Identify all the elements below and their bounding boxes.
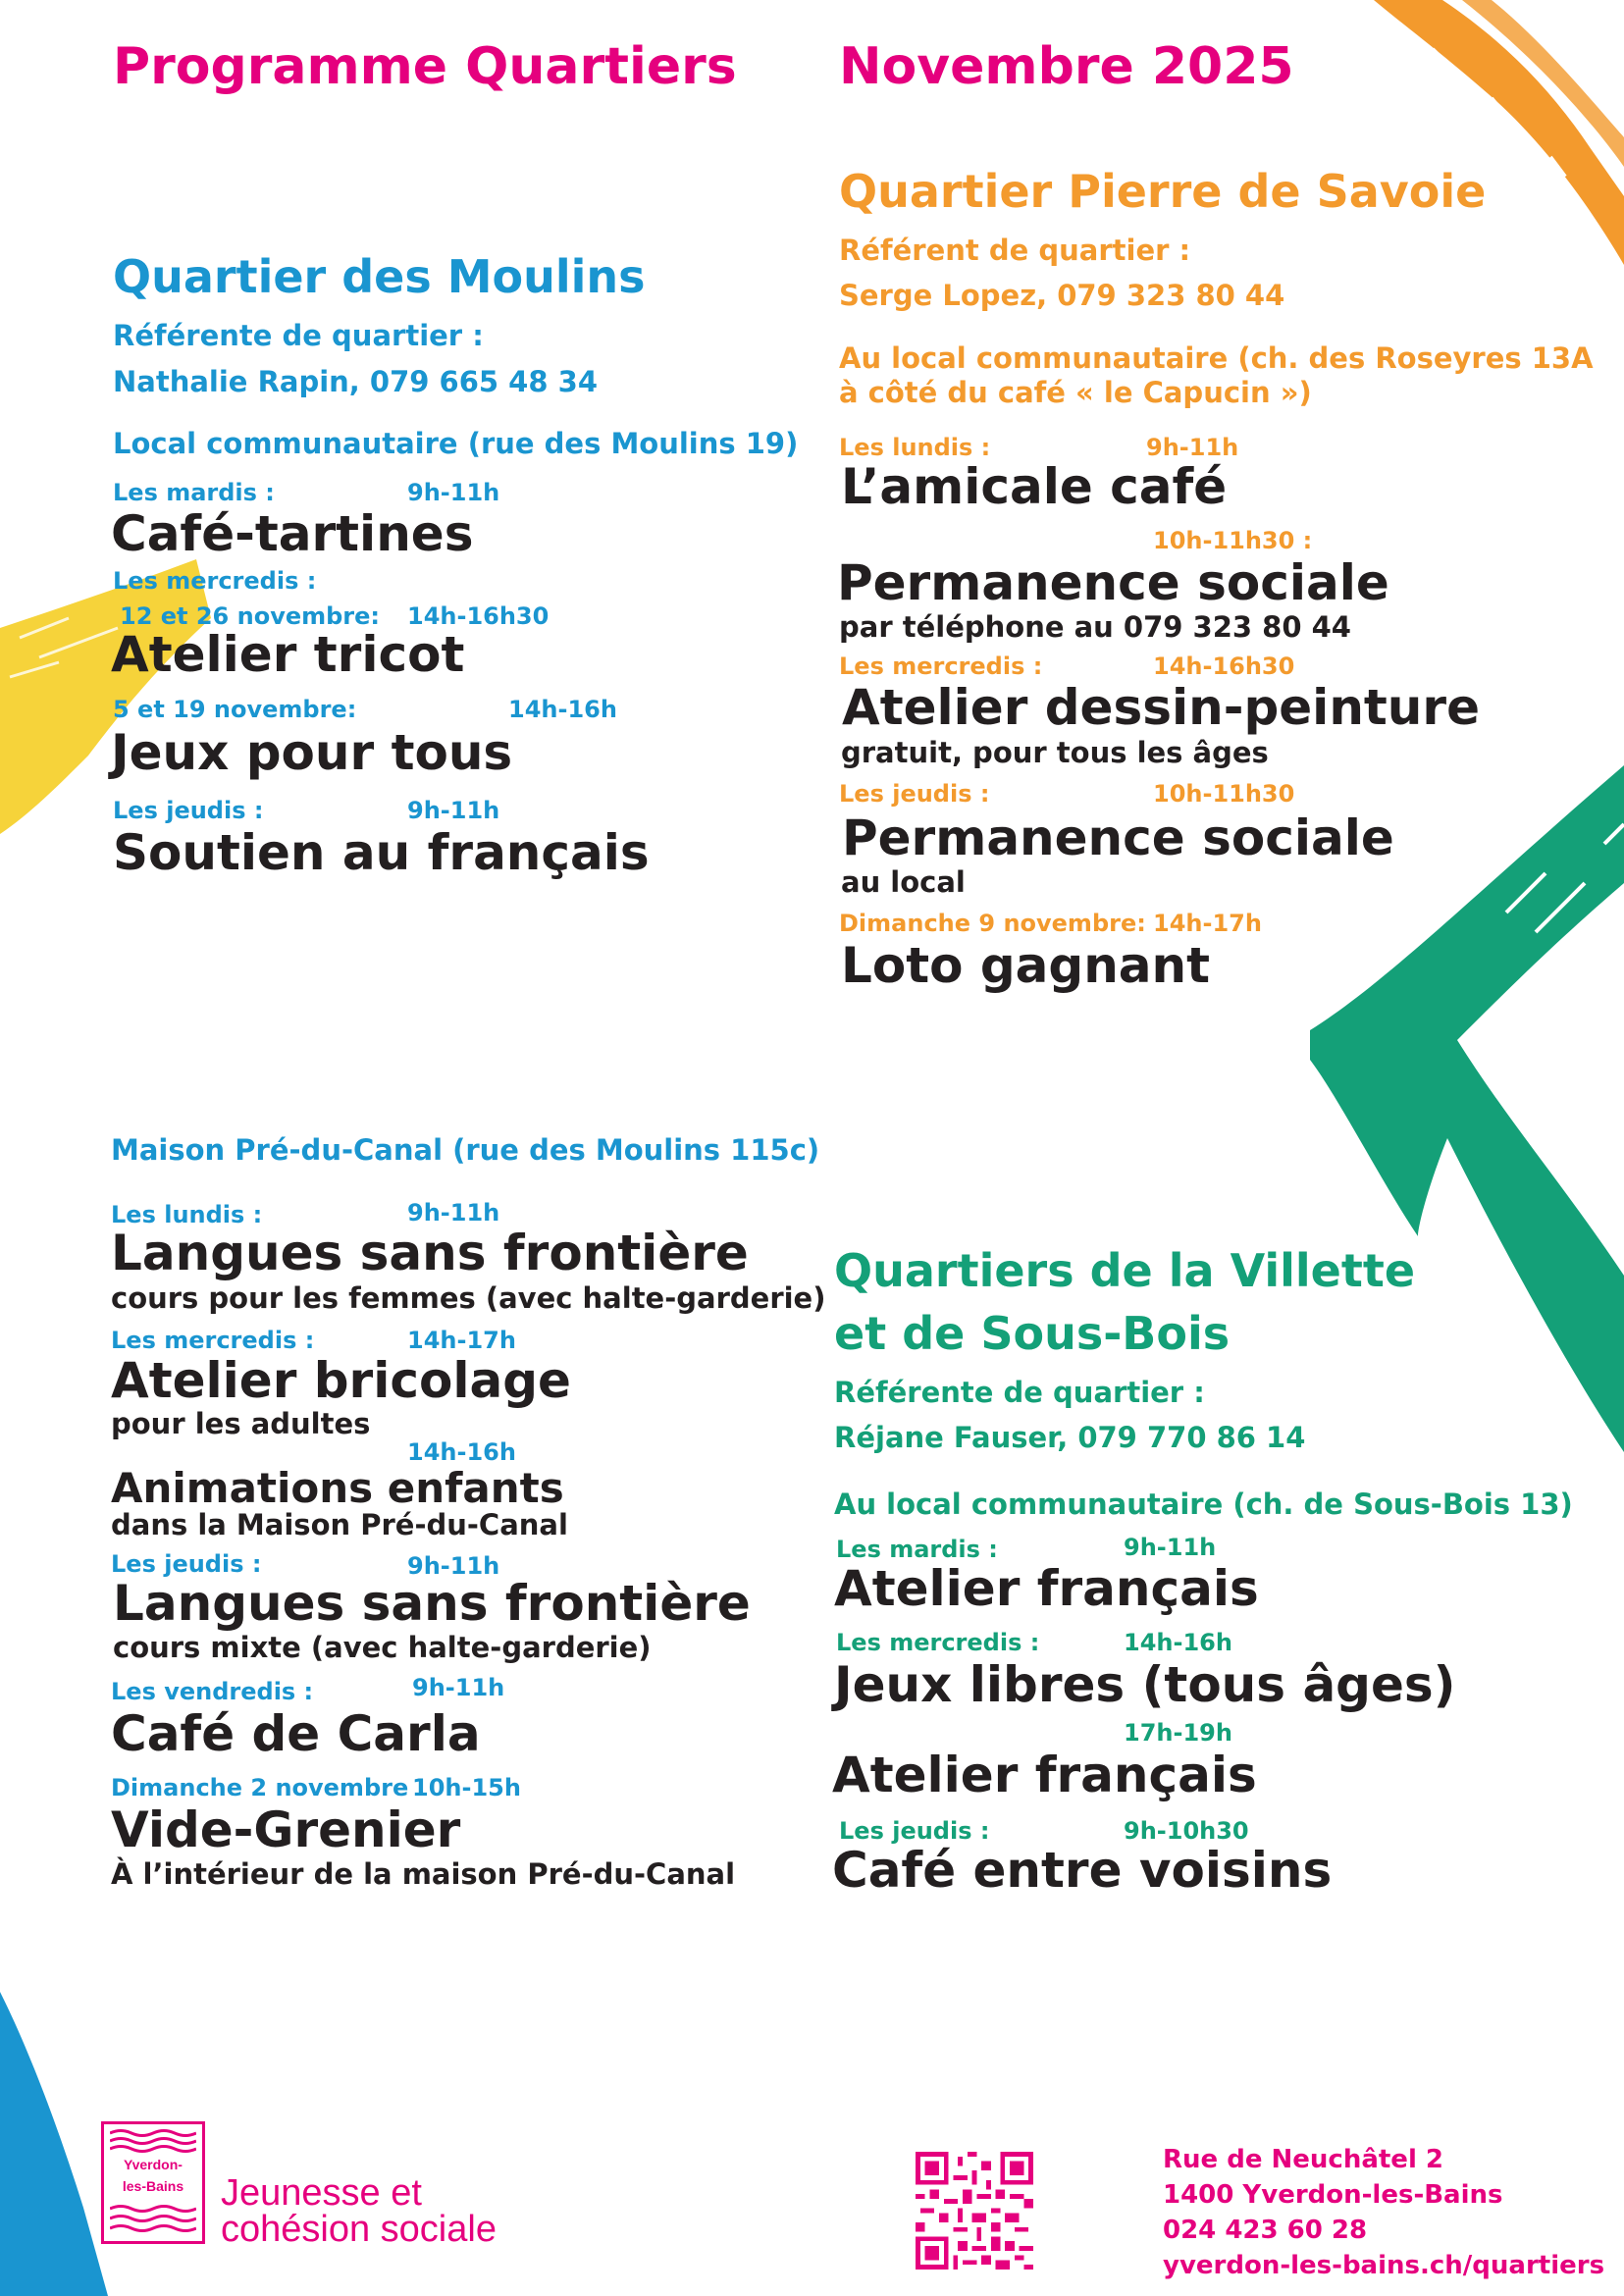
moulins-referent-label: Référente de quartier : — [113, 319, 484, 352]
green-brush-decoration — [1310, 765, 1624, 1511]
villette-time: 17h-19h — [1124, 1719, 1232, 1747]
moulins-time: 9h-11h — [407, 797, 500, 824]
moulins-referent: Nathalie Rapin, 079 665 48 34 — [113, 365, 598, 398]
villette-title-line2: et de Sous-Bois — [834, 1307, 1231, 1360]
savoie-day: Les lundis : — [839, 434, 991, 461]
villette-title-line1: Quartiers de la Villette — [834, 1244, 1416, 1297]
canal-day: Les jeudis : — [111, 1550, 262, 1578]
villette-day: Les jeudis : — [839, 1817, 990, 1845]
villette-time: 9h-11h — [1124, 1534, 1217, 1561]
savoie-activity: Loto gagnant — [841, 937, 1211, 994]
moulins-time: 9h-11h — [407, 479, 500, 506]
savoie-day: Les mercredis : — [839, 652, 1043, 680]
villette-activity: Atelier français — [832, 1747, 1257, 1803]
yverdon-logo — [101, 2121, 205, 2244]
savoie-day: Dimanche 9 novembre: — [839, 910, 1146, 937]
month-title: Novembre 2025 — [839, 37, 1294, 96]
canal-time: 10h-15h — [412, 1774, 521, 1801]
villette-activity: Jeux libres (tous âges) — [834, 1656, 1456, 1713]
savoie-time: 14h-16h30 — [1153, 652, 1295, 680]
savoie-subtitle: par téléphone au 079 323 80 44 — [839, 610, 1351, 644]
villette-referent: Réjane Fauser, 079 770 86 14 — [834, 1421, 1306, 1454]
moulins-day: Les jeudis : — [113, 797, 264, 824]
villette-time: 9h-10h30 — [1124, 1817, 1249, 1845]
savoie-day: Les jeudis : — [839, 780, 990, 808]
logo-line1: Yverdon- — [124, 2157, 183, 2172]
canal-activity: Vide-Grenier — [111, 1801, 461, 1858]
moulins-day: Les mardis : — [113, 479, 275, 506]
address-line1: Rue de Neuchâtel 2 — [1163, 2145, 1443, 2174]
canal-time: 9h-11h — [412, 1674, 505, 1701]
savoie-title: Quartier Pierre de Savoie — [839, 165, 1487, 218]
phone: 024 423 60 28 — [1163, 2216, 1368, 2245]
canal-activity: Animations enfants — [111, 1464, 564, 1512]
savoie-location-line2: à côté du café « le Capucin ») — [839, 376, 1312, 409]
canal-subtitle: À l’intérieur de la maison Pré-du-Canal — [111, 1857, 736, 1891]
canal-subtitle: cours pour les femmes (avec halte-garderie) — [111, 1281, 826, 1315]
canal-activity: Langues sans frontière — [111, 1225, 749, 1281]
moulins-time: 14h-16h30 — [407, 602, 550, 630]
savoie-time: 9h-11h — [1146, 434, 1239, 461]
savoie-referent-label: Référent de quartier : — [839, 234, 1191, 267]
moulins-time: 14h-16h — [508, 696, 617, 723]
canal-activity: Langues sans frontière — [113, 1575, 751, 1632]
canal-subtitle: dans la Maison Pré-du-Canal — [111, 1508, 568, 1541]
savoie-location-line1: Au local communautaire (ch. des Roseyres 13A — [839, 341, 1594, 375]
wave-icon — [110, 2203, 196, 2236]
savoie-time: 10h-11h30 — [1153, 780, 1295, 808]
moulins-location: Local communautaire (rue des Moulins 19) — [113, 427, 799, 460]
villette-activity: Café entre voisins — [832, 1842, 1333, 1899]
website-link[interactable]: yverdon-les-bains.ch/quartiers — [1163, 2251, 1605, 2280]
canal-time: 14h-17h — [407, 1327, 516, 1354]
canal-activity: Atelier bricolage — [111, 1352, 571, 1409]
wave-icon — [110, 2128, 196, 2154]
villette-time: 14h-16h — [1124, 1629, 1232, 1656]
canal-time: 9h-11h — [407, 1552, 500, 1580]
qr-code-icon[interactable] — [916, 2152, 1033, 2270]
moulins-activity: Soutien au français — [113, 824, 650, 881]
moulins-activity: Jeux pour tous — [111, 724, 513, 781]
savoie-subtitle: au local — [841, 865, 966, 899]
savoie-activity: Permanence sociale — [842, 809, 1394, 866]
savoie-subtitle: gratuit, pour tous les âges — [841, 736, 1269, 769]
villette-referent-label: Référente de quartier : — [834, 1376, 1205, 1409]
logo-line2: les-Bains — [122, 2178, 184, 2194]
program-title: Programme Quartiers — [113, 37, 737, 96]
canal-location: Maison Pré-du-Canal (rue des Moulins 115c) — [111, 1133, 820, 1167]
department-line1: Jeunesse et — [221, 2172, 422, 2214]
savoie-activity: Atelier dessin-peinture — [842, 679, 1480, 736]
canal-day: Les mercredis : — [111, 1327, 315, 1354]
canal-day: Les vendredis : — [111, 1678, 314, 1705]
moulins-day: 5 et 19 novembre: — [113, 696, 357, 723]
canal-day: Dimanche 2 novembre — [111, 1774, 409, 1801]
moulins-day-detail: 12 et 26 novembre: — [120, 602, 381, 630]
canal-day: Les lundis : — [111, 1201, 263, 1228]
orange-brush-decoration — [1354, 0, 1624, 265]
moulins-title: Quartier des Moulins — [113, 250, 646, 303]
moulins-activity: Atelier tricot — [111, 626, 465, 683]
moulins-activity: Café-tartines — [111, 505, 474, 562]
villette-day: Les mardis : — [836, 1536, 998, 1563]
savoie-time: 10h-11h30 : — [1153, 527, 1313, 554]
canal-subtitle: pour les adultes — [111, 1407, 371, 1440]
canal-time: 14h-16h — [407, 1438, 516, 1466]
canal-time: 9h-11h — [407, 1199, 500, 1226]
savoie-activity: L’amicale café — [841, 458, 1228, 515]
moulins-day: Les mercredis : — [113, 567, 317, 595]
villette-location: Au local communautaire (ch. de Sous-Bois 13) — [834, 1487, 1573, 1521]
savoie-time: 14h-17h — [1153, 910, 1262, 937]
villette-activity: Atelier français — [834, 1560, 1259, 1617]
canal-activity: Café de Carla — [111, 1705, 481, 1762]
blue-brush-decoration — [0, 1992, 108, 2296]
savoie-activity: Permanence sociale — [837, 554, 1389, 611]
savoie-referent: Serge Lopez, 079 323 80 44 — [839, 279, 1285, 312]
canal-subtitle: cours mixte (avec halte-garderie) — [113, 1631, 652, 1664]
villette-day: Les mercredis : — [836, 1629, 1040, 1656]
department-line2: cohésion sociale — [221, 2209, 497, 2250]
address-line2: 1400 Yverdon-les-Bains — [1163, 2180, 1503, 2210]
